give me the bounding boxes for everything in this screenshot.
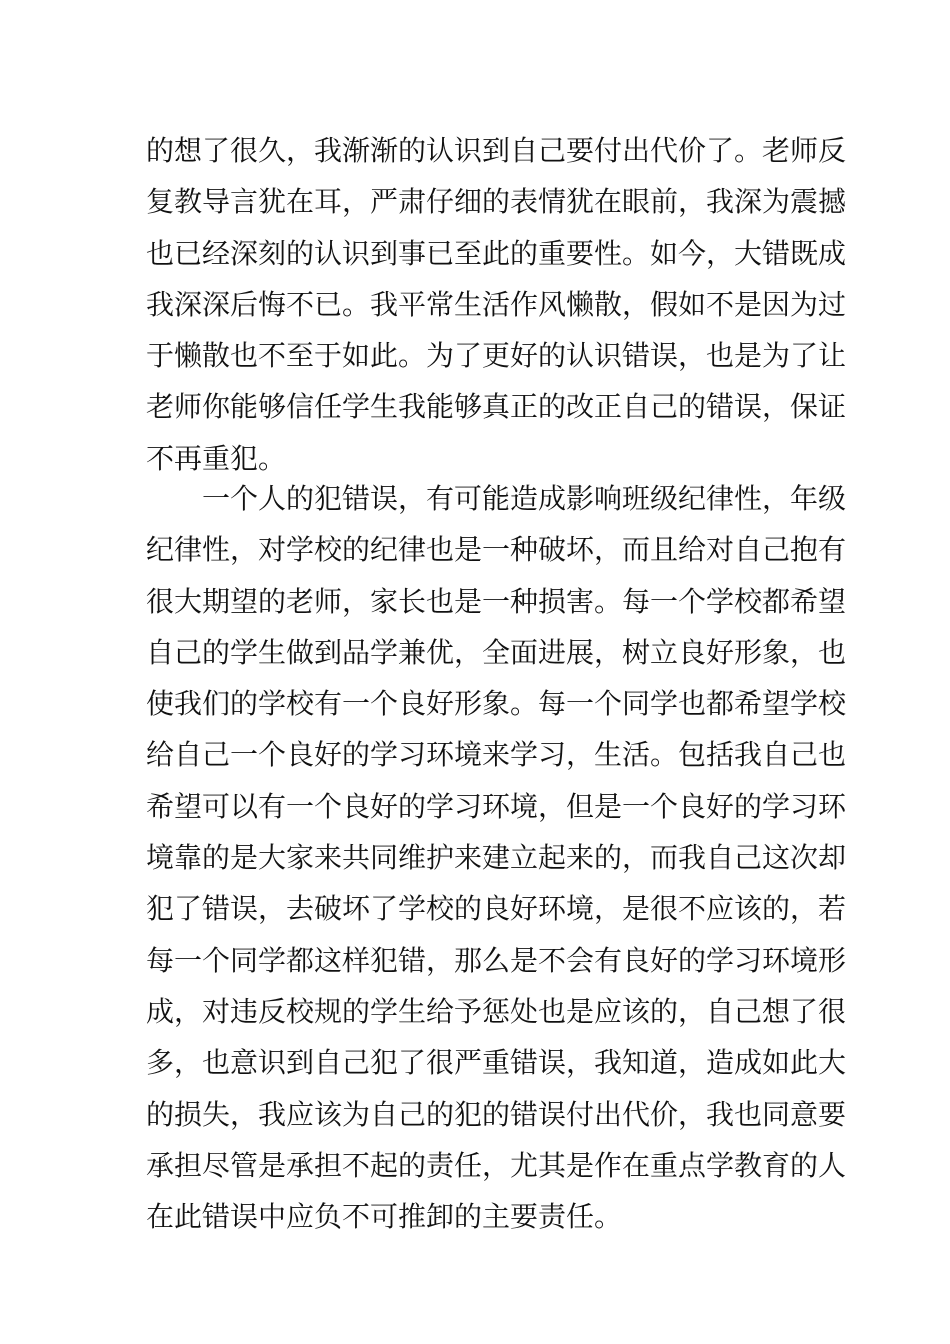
text-line: 成，对违反校规的学生给予惩处也是应该的，自己想了很 — [146, 994, 847, 1028]
text-line: 承担尽管是承担不起的责任，尤其是作在重点学教育的人 — [146, 1148, 847, 1182]
text-line: 自己的学生做到品学兼优，全面进展，树立良好形象，也 — [146, 635, 847, 669]
text-line: 犯了错误，去破坏了学校的良好环境，是很不应该的，若 — [146, 892, 847, 926]
text-line: 每一个同学都这样犯错，那么是不会有良好的学习环境形 — [146, 943, 847, 977]
text-line: 于懒散也不至于如此。为了更好的认识错误，也是为了让 — [146, 339, 847, 373]
text-line: 也已经深刻的认识到事已至此的重要性。如今，大错既成 — [146, 236, 847, 270]
text-line: 纪律性，对学校的纪律也是一种破坏，而且给对自己抱有 — [146, 533, 847, 567]
text-line: 给自己一个良好的学习环境来学习，生活。包括我自己也 — [146, 738, 847, 772]
text-line: 的想了很久，我渐渐的认识到自己要付出代价了。老师反 — [146, 134, 847, 167]
paragraph-1 — [146, 125, 847, 484]
text-line: 的损失，我应该为自己的犯的错误付出代价，我也同意要 — [146, 1097, 847, 1131]
text-line: 使我们的学校有一个良好形象。每一个同学也都希望学校 — [146, 687, 847, 721]
text-line: 老师你能够信任学生我能够真正的改正自己的错误，保证 — [146, 390, 847, 424]
text-line: 复教导言犹在耳，严肃仔细的表情犹在眼前，我深为震撼 — [146, 185, 847, 219]
text-line: 一个人的犯错误，有可能造成影响班级纪律性，年级 — [146, 482, 847, 515]
text-line: 很大期望的老师，家长也是一种损害。每一个学校都希望 — [146, 584, 847, 618]
text-line: 多，也意识到自己犯了很严重错误，我知道，造成如此大 — [146, 1046, 847, 1080]
text-line: 希望可以有一个良好的学习环境，但是一个良好的学习环 — [146, 789, 847, 823]
text-line: 境靠的是大家来共同维护来建立起来的，而我自己这次却 — [146, 841, 847, 875]
paragraph-2 — [146, 473, 847, 1242]
text-line: 不再重犯。 — [146, 441, 287, 475]
text-line: 我深深后悔不已。我平常生活作风懒散，假如不是因为过 — [146, 287, 847, 321]
text-line: 在此错误中应负不可推卸的主要责任。 — [146, 1200, 623, 1234]
